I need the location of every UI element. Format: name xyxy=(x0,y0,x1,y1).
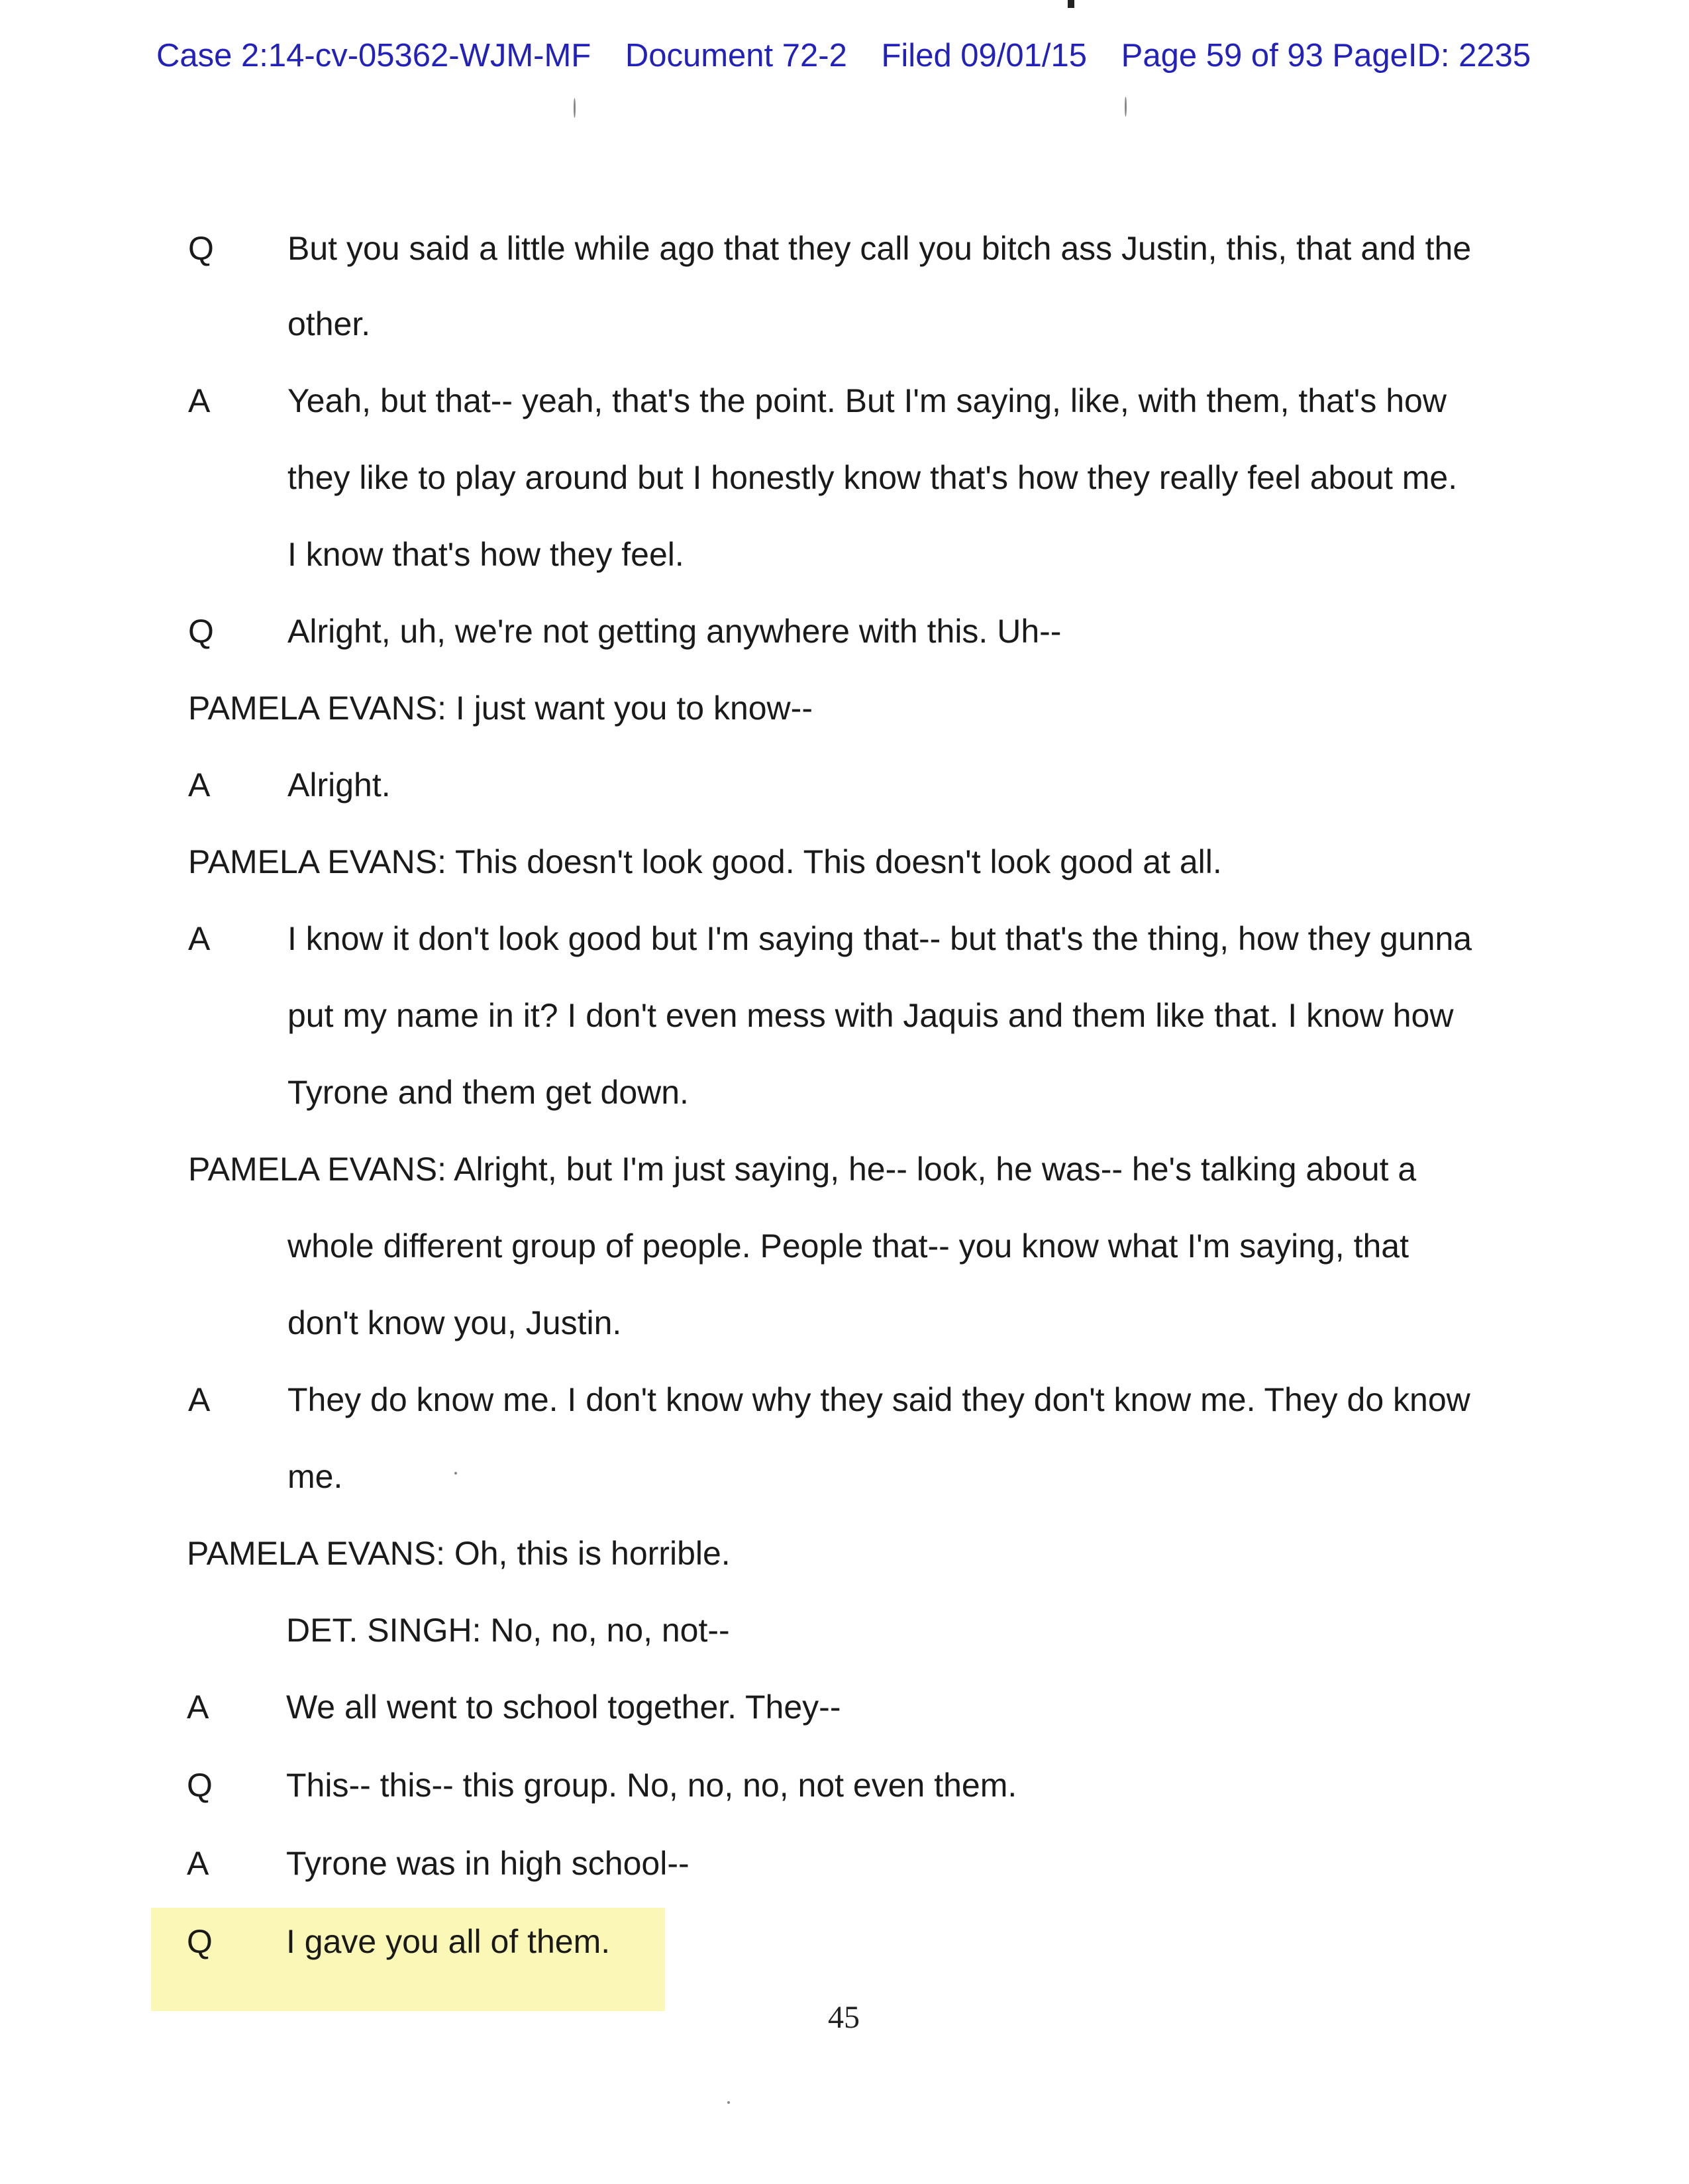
speaker-label: Q xyxy=(188,613,214,650)
speaker-label: A xyxy=(188,766,211,804)
transcript-line: They do know me. I don't know why they said they don't know me. They do know xyxy=(287,1381,1470,1418)
filed-date: Filed 09/01/15 xyxy=(881,38,1088,74)
transcript-line: PAMELA EVANS: Alright, but I'm just saying, he-- look, he was-- he's talking about a xyxy=(188,1151,1417,1188)
scan-speck xyxy=(727,2101,730,2104)
scan-speck xyxy=(1068,0,1074,8)
transcript-line: PAMELA EVANS: This doesn't look good. This doesn't look good at all. xyxy=(188,843,1222,880)
transcript-line: I know it don't look good but I'm saying that-- but that's the thing, how they gunna xyxy=(287,920,1472,957)
speaker-label: A xyxy=(187,1689,209,1726)
speaker-label: A xyxy=(188,1381,211,1418)
transcript-line: put my name in it? I don't even mess with Jaquis and them like that. I know how xyxy=(287,997,1454,1034)
transcript-line: Tyrone and them get down. xyxy=(287,1074,689,1111)
transcript-line: PAMELA EVANS: I just want you to know-- xyxy=(188,690,813,727)
transcript-line: they like to play around but I honestly know that's how they really feel about me. xyxy=(287,459,1458,496)
speaker-label: Q xyxy=(188,230,214,267)
transcript-line: don't know you, Justin. xyxy=(287,1304,622,1341)
transcript-line: I know that's how they feel. xyxy=(287,536,684,573)
scan-speck xyxy=(454,1472,457,1475)
transcript-line: whole different group of people. People that-- you know what I'm saying, that xyxy=(287,1227,1409,1265)
case-number: Case 2:14-cv-05362-WJM-MF xyxy=(156,38,591,74)
speaker-label: Q xyxy=(187,1923,213,1960)
transcript-line: Yeah, but that-- yeah, that's the point. But I'm saying, like, with them, that's how xyxy=(287,382,1447,419)
transcript-line: DET. SINGH: No, no, no, not-- xyxy=(286,1612,730,1649)
transcript-line: Alright, uh, we're not getting anywhere with this. Uh-- xyxy=(287,613,1062,650)
case-header xyxy=(156,37,1547,74)
transcript-line: me. xyxy=(287,1458,343,1495)
transcript-line: PAMELA EVANS: Oh, this is horrible. xyxy=(187,1535,731,1572)
transcript-line: We all went to school together. They-- xyxy=(286,1689,841,1726)
speaker-label: Q xyxy=(187,1767,213,1804)
transcript-line: other. xyxy=(287,305,371,342)
speaker-label: A xyxy=(187,1845,209,1882)
transcript-line: This-- this-- this group. No, no, no, not even them. xyxy=(286,1767,1017,1804)
transcript-line: Tyrone was in high school-- xyxy=(286,1845,690,1882)
transcript-line: But you said a little while ago that they call you bitch ass Justin, this, that and the xyxy=(287,230,1472,267)
scan-speck xyxy=(574,98,576,118)
speaker-label: A xyxy=(188,920,211,957)
document-number: Document 72-2 xyxy=(625,38,847,74)
page-info: Page 59 of 93 PageID: 2235 xyxy=(1121,38,1531,74)
transcript-line: Alright. xyxy=(287,766,391,804)
speaker-label: A xyxy=(188,382,211,419)
scan-speck xyxy=(1125,97,1127,117)
transcript-line-highlighted: I gave you all of them. xyxy=(286,1923,611,1960)
page-number: 45 xyxy=(828,2000,860,2035)
